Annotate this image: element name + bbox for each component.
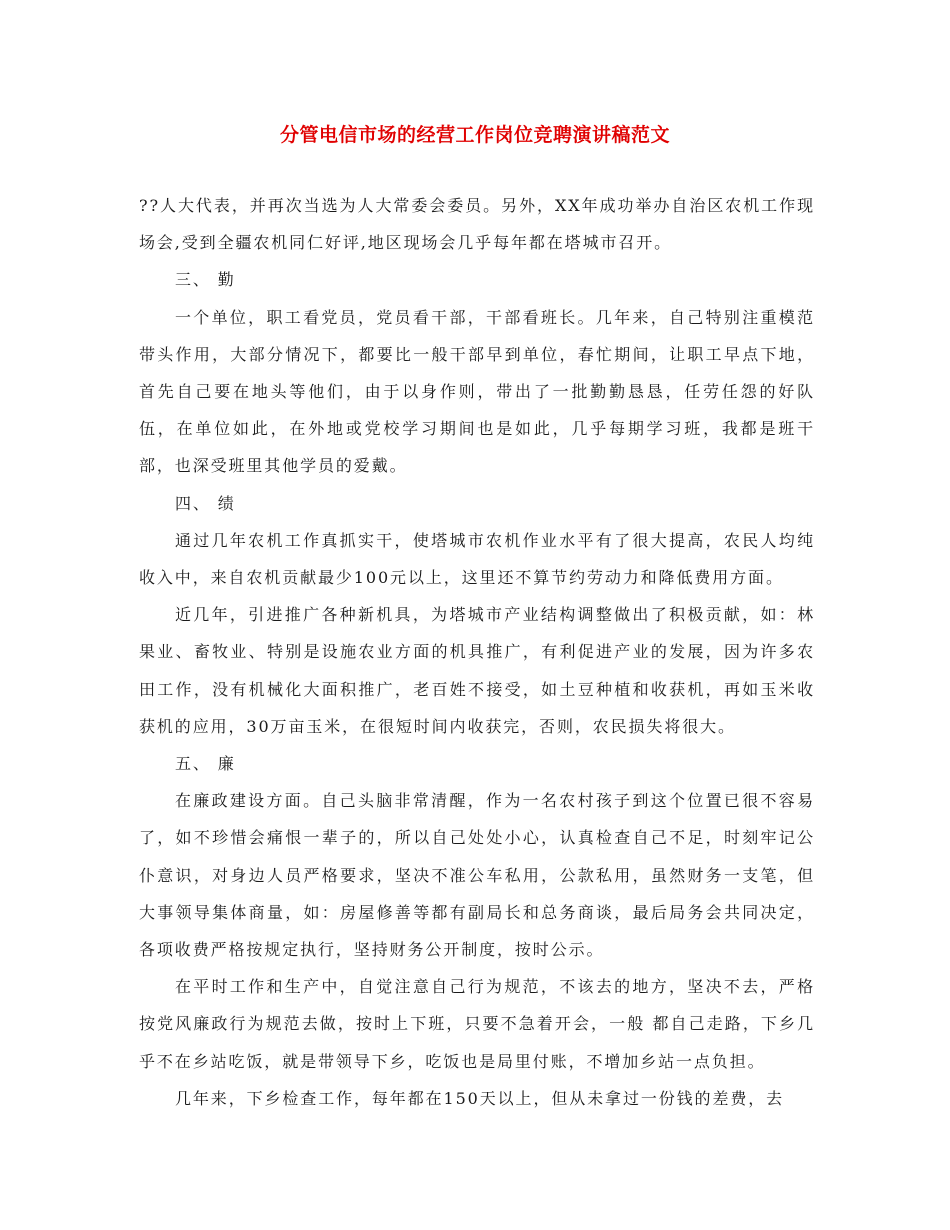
paragraph-4: 近几年，引进推广各种新机具，为塔城市产业结构调整做出了积极贡献，如：林果业、畜牧业、特别是设施农业方面的机具推广，有利促进产业的发展，因为许多农田工作，没有机械化大面积推广，老百姓不接受，如土豆种植和收获机，再如玉米收获机的应用，30万亩玉米，在很短时间内收获完，否则，农民损失将很大。 (139, 605, 815, 736)
paragraph-1: ??人大代表，并再次当选为人大常委会委员。另外，XX年成功举办自治区农机工作现场会,受到全疆农机同仁好评,地区现场会几乎每年都在塔城市召开。 (139, 196, 815, 253)
document-title: 分管电信市场的经营工作岗位竞聘演讲稿范文 (279, 124, 670, 146)
document-body (139, 187, 815, 1117)
section-heading-lian: 五、 廉 (175, 754, 236, 774)
section-heading-ji: 四、 绩 (175, 493, 236, 513)
paragraph-7: 几年来，下乡检查工作，每年都在150天以上，但从未拿过一份钱的差费，去 (175, 1088, 785, 1108)
paragraph-5: 在廉政建设方面。自己头脑非常清醒，作为一名农村孩子到这个位置已很不容易了，如不珍惜会痛恨一辈子的，所以自己处处小心，认真检查自己不足，时刻牢记公仆意识，对身边人员严格要求，坚决不准公车私用，公款私用，虽然财务一支笔，但大事领导集体商量，如：房屋修善等都有副局长和总务商谈，最后局务会共同决定，各项收费严格按规定执行，坚持财务公开制度，按时公示。 (139, 791, 815, 960)
paragraph-2: 一个单位，职工看党员，党员看干部，干部看班长。几年来，自己特别注重模范带头作用，大部分情况下，都要比一般干部早到单位，春忙期间，让职工早点下地，首先自己要在地头等他们，由于以身作则，带出了一批勤勤恳恳，任劳任怨的好队伍，在单位如此，在外地或党校学习期间也是如此，几乎每期学习班，我都是班干部，也深受班里其他学员的爱戴。 (139, 307, 815, 476)
section-heading-qin: 三、 勤 (175, 270, 236, 290)
paragraph-3: 通过几年农机工作真抓实干，使塔城市农机作业水平有了很大提高，农民人均纯收入中，来自农机贡献最少100元以上，这里还不算节约劳动力和降低费用方面。 (139, 530, 815, 588)
paragraph-6: 在平时工作和生产中，自觉注意自己行为规范，不该去的地方，坚决不去，严格按党风廉政行为规范去做，按时上下班，只要不急着开会，一般 都自己走路，下乡几乎不在乡站吃饭，就是带领导下乡，吃饭也是局里付账，不增加乡站一点负担。 (139, 977, 815, 1071)
